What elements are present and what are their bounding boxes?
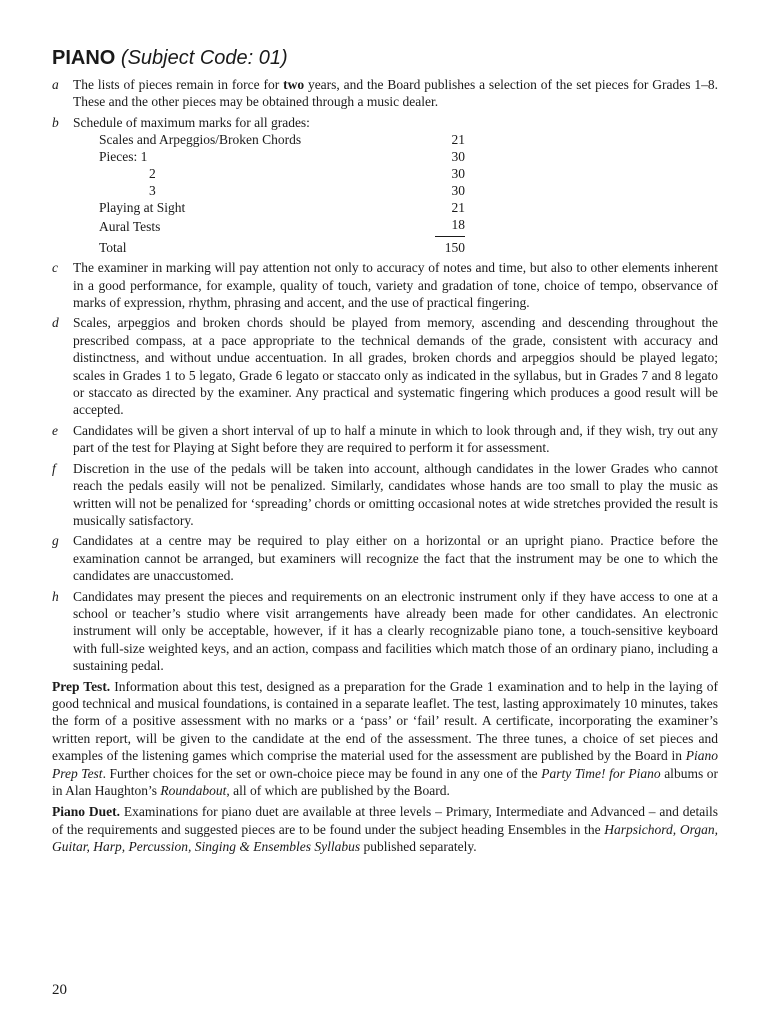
paragraph-text: Examinations for piano duet are available at three levels – Primary, Intermediate and Advanced – and details of the requirements and suggested pieces are to be found under the subject heading Ensembles in the bbox=[52, 804, 718, 837]
item-letter: h bbox=[52, 588, 59, 604]
item-text: Candidates at a centre may be required to play either on a horizontal or an upright piano. Practice before the examination cannot be arranged, but examiners will recognize the fact that the instrument may be one to which the candidates are unaccustomed. bbox=[73, 533, 718, 584]
piano-duet-heading: Piano Duet. bbox=[52, 804, 120, 820]
paragraph-italic: Harpsichord, Organ, Guitar, Harp, Percussion, Singing & Ensembles Syllabus bbox=[52, 821, 718, 855]
item-text: The examiner in marking will pay attention not only to accuracy of notes and time, but also to other elements inherent in a good performance, for example, quality of touch, variety and gradation of tone, choice of tempo, observance of marks of expression, rhythm, phrasing and accent, and the use of practical fingering. bbox=[73, 260, 718, 311]
marks-value: 21 bbox=[451, 132, 465, 148]
paragraph-italic: Roundabout bbox=[160, 783, 227, 798]
list-item-g bbox=[52, 532, 718, 584]
marks-total-value: 150 bbox=[444, 240, 465, 256]
marks-row bbox=[99, 148, 465, 165]
marks-value: 18 bbox=[435, 216, 465, 237]
piano-duet-paragraph bbox=[52, 803, 718, 855]
marks-value: 30 bbox=[451, 183, 465, 199]
paragraph-italic: Piano Prep Test bbox=[52, 748, 718, 781]
subject-code: (Subject Code: 01) bbox=[120, 47, 288, 69]
marks-label: 2 bbox=[149, 166, 156, 182]
marks-value: 30 bbox=[451, 166, 465, 182]
list-item-d bbox=[52, 314, 718, 418]
marks-label: Pieces: 1 bbox=[99, 149, 148, 165]
item-text-bold: two bbox=[283, 77, 305, 92]
marks-label: Playing at Sight bbox=[99, 200, 186, 216]
list-item-c bbox=[52, 259, 718, 311]
paragraph-text: albums or in Alan Haughton’s bbox=[52, 765, 718, 798]
item-letter: b bbox=[52, 114, 59, 130]
item-letter: a bbox=[52, 77, 59, 92]
item-text: Candidates will be given a short interval of up to half a minute in which to look through and, if they wish, try out any part of the test for Playing at Sight before they are required to perform it for assessment. bbox=[73, 422, 718, 456]
paragraph-text: Information about this test, designed as a preparation for the Grade 1 examination and to help in the laying of good technical and musical foundations, is contained in a separate leaflet. The test, lasting approximately 10 minutes, takes the form of a positive assessment with no marks or a ‘pass’ or ‘fail’ result. A certificate, incorporating the examiner’s written report, will be given to the candidate at the end of the assessment. The three tunes, a choice of set pieces and examples of the listening games which comprise the material used for the assessment are published by the Board in bbox=[52, 678, 718, 764]
marks-table bbox=[99, 131, 465, 256]
item-text bbox=[73, 76, 718, 111]
item-letter: e bbox=[52, 422, 58, 438]
item-text: Discretion in the use of the pedals will be taken into account, although candidates in the lower Grades who cannot reach the pedals easily will not be penalized. Similarly, candidates whose hands are too small to play the music as written will not be penalized for ‘spreading’ chords or omitting occasional notes at wide stretches provided the result is musically satisfactory. bbox=[73, 460, 718, 528]
item-letter: c bbox=[52, 260, 58, 276]
marks-value: 21 bbox=[451, 200, 465, 216]
prep-test-heading: Prep Test. bbox=[52, 678, 111, 694]
marks-row bbox=[99, 165, 465, 182]
item-text: Schedule of maximum marks for all grades: bbox=[73, 114, 310, 130]
paragraph-text: . Further choices for the set or own-choice piece may be found in any one of the bbox=[102, 765, 542, 781]
item-text: Scales, arpeggios and broken chords should be played from memory, ascending and descending throughout the prescribed compass, at a pace appropriate to the technical demands of the grade, consistent with accuracy and distinctness, and without undue accentuation. In all grades, broken chords and arpeggios should be played legato; scales in Grades 1 to 5 legato, Grade 6 legato or staccato only as indicated in the syllabus, but in Grades 7 and 8 legato or staccato as directed by the examiner. Any practical and systematic fingering which produces a good result will be accepted. bbox=[73, 315, 718, 418]
marks-label: Scales and Arpeggios/Broken Chords bbox=[99, 132, 302, 148]
marks-label: 3 bbox=[149, 183, 156, 199]
list-item-a bbox=[52, 76, 718, 111]
list-item-h bbox=[52, 588, 718, 675]
marks-total-row bbox=[99, 237, 465, 257]
document-body bbox=[52, 76, 718, 860]
list-item-b bbox=[52, 114, 718, 256]
subject-name: PIANO bbox=[52, 47, 116, 69]
marks-row bbox=[99, 182, 465, 199]
item-letter: f bbox=[52, 460, 56, 476]
paragraph-text: published separately. bbox=[360, 839, 477, 855]
list-item-f bbox=[52, 460, 718, 530]
item-text: Candidates may present the pieces and requirements on an electronic instrument only if they have access to one at a school or teacher’s studio where visit arrangements have already been made for other candidates. An electronic instrument will only be acceptable, however, if it has a clearly recognizable piano tone, a touch-sensitive keyboard with full-size weighted keys, and an action, compass and facilities which match those of an ordinary piano, including a sustaining pedal. bbox=[73, 588, 718, 674]
item-letter: d bbox=[52, 315, 59, 331]
item-body bbox=[73, 114, 718, 256]
page-title bbox=[52, 45, 288, 71]
paragraph-italic: Party Time! for Piano bbox=[541, 765, 661, 781]
list-item-e bbox=[52, 422, 718, 457]
item-text-part: The lists of pieces remain in force for bbox=[73, 77, 284, 92]
item-letter: g bbox=[52, 533, 59, 549]
marks-row bbox=[99, 131, 465, 148]
marks-label: Aural Tests bbox=[99, 218, 161, 234]
marks-row bbox=[99, 216, 465, 237]
marks-total-label: Total bbox=[99, 239, 127, 255]
paragraph-text: , all of which are published by the Board. bbox=[226, 783, 450, 798]
prep-test-paragraph bbox=[52, 678, 718, 800]
page-number: 20 bbox=[52, 982, 67, 998]
marks-row bbox=[99, 199, 465, 216]
marks-value: 30 bbox=[451, 149, 465, 165]
item-text-part: years, and the Board publishes a selection of the set pieces for Grades 1–8. These and the other pieces may be obtained through a music dealer. bbox=[73, 77, 719, 110]
